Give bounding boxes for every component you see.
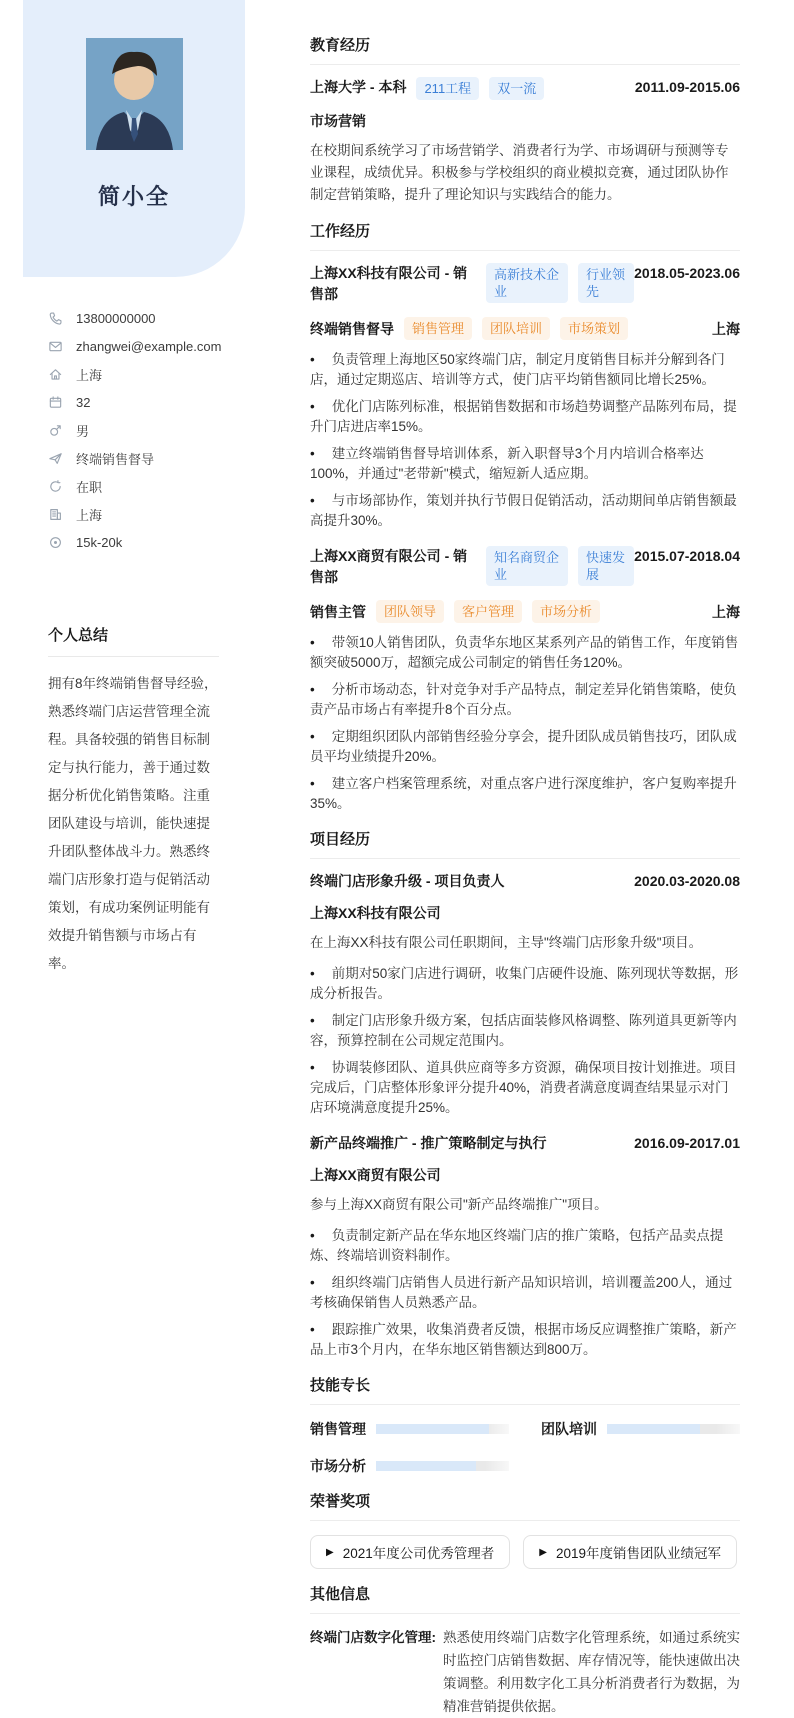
honor-chip — [310, 1535, 510, 1569]
skills-grid — [310, 1419, 740, 1476]
bullet-item: • 建立终端销售督导培训体系，新入职督导3个月内培训合格率达100%，并通过"老带新"模式，缩短新人适应期。 — [310, 444, 740, 484]
age-icon — [48, 395, 63, 410]
honor-chip — [523, 1535, 737, 1569]
school-name: 上海大学 - 本科 — [310, 79, 407, 95]
contact-value: zhangwei@example.com — [76, 338, 222, 354]
bullet-item: • 分析市场动态，针对竞争对手产品特点，制定差异化销售策略，使负责产品市场占有率提升8个百分点。 — [310, 680, 740, 720]
work-section — [310, 220, 740, 814]
skill-item — [310, 1456, 509, 1476]
section-title: 个人总结 — [48, 624, 219, 657]
section-title: 荣誉奖项 — [310, 1490, 740, 1521]
bullet-item: • 制定门店形象升级方案，包括店面装修风格调整、陈列道具更新等内容，预算控制在公司规定范围内。 — [310, 1011, 740, 1051]
role-tag: 客户管理 — [454, 600, 522, 623]
skill-bar — [376, 1461, 509, 1471]
bullet-item: • 前期对50家门店进行调研，收集门店硬件设施、陈列现状等数据，形成分析报告。 — [310, 964, 740, 1004]
contact-email — [48, 332, 245, 360]
bullet-item: • 带领10人销售团队，负责华东地区某系列产品的销售工作，年度销售额突破5000万，超额完成公司制定的销售任务120%。 — [310, 633, 740, 673]
bullet-item: • 建立客户档案管理系统，对重点客户进行深度维护，客户复购率提升35%。 — [310, 774, 740, 814]
work-bullets — [310, 633, 740, 814]
skill-item — [310, 1419, 509, 1439]
project-date: 2020.03-2020.08 — [634, 873, 740, 889]
other-info-label: 终端门店数字化管理: — [310, 1630, 436, 1645]
skills-section — [310, 1374, 740, 1476]
bullet-item: • 跟踪推广效果，收集消费者反馈，根据市场反应调整推广策略，新产品上市3个月内，在华东地区销售额达到800万。 — [310, 1320, 740, 1360]
role-tag: 团队培训 — [482, 317, 550, 340]
email-icon — [48, 339, 63, 354]
work-date: 2015.07-2018.04 — [634, 548, 740, 564]
contact-city — [48, 360, 245, 388]
role-tag: 团队领导 — [376, 600, 444, 623]
gender-icon — [48, 423, 63, 438]
profile-card — [23, 0, 245, 277]
other-info-section — [310, 1583, 740, 1718]
honors-section — [310, 1490, 740, 1569]
work-entry — [310, 263, 740, 531]
photo-placeholder-silhouette — [86, 38, 183, 150]
role-tag: 市场分析 — [532, 600, 600, 623]
project-entry-header — [310, 871, 740, 892]
role-name: 终端销售督导 — [310, 320, 394, 337]
bullet-item: • 负责制定新产品在华东地区终端门店的推广策略，包括产品卖点提炼、终端培训资料制作。 — [310, 1226, 740, 1266]
education-section — [310, 34, 740, 206]
contact-value: 终端销售督导 — [76, 451, 155, 467]
skill-name: 市场分析 — [310, 1458, 366, 1474]
salary-target-icon — [48, 535, 63, 550]
section-title: 工作经历 — [310, 220, 740, 251]
project-name: 终端门店形象升级 - 项目负责人 — [310, 873, 505, 889]
role-tag: 销售管理 — [404, 317, 472, 340]
bullet-item: • 定期组织团队内部销售经验分享会，提升团队成员销售技巧，团队成员平均业绩提升20%。 — [310, 727, 740, 767]
project-bullets — [310, 964, 740, 1118]
contact-position — [48, 444, 245, 472]
work-entry-header — [310, 546, 740, 588]
skill-bar — [607, 1424, 740, 1434]
contact-list — [48, 304, 245, 556]
project-bullets — [310, 1226, 740, 1360]
company-name: 上海XX商贸有限公司 - 销售部 — [310, 548, 468, 585]
project-intro: 在上海XX科技有限公司任职期间，主导"终端门店形象升级"项目。 — [310, 935, 703, 950]
work-location: 上海 — [712, 603, 740, 620]
skill-bar-fill — [607, 1424, 700, 1434]
project-entry — [310, 1133, 740, 1360]
contact-value: 男 — [76, 423, 90, 439]
section-title: 技能专长 — [310, 1374, 740, 1405]
contact-value: 上海 — [76, 367, 103, 383]
status-sync-icon — [48, 479, 63, 494]
contact-value: 在职 — [76, 479, 103, 495]
work-bullets — [310, 350, 740, 531]
company-name: 上海XX科技有限公司 - 销售部 — [310, 265, 468, 302]
bullet-item: • 负责管理上海地区50家终端门店，制定月度销售目标并分解到各门店，通过定期巡店、培训等方式，使门店平均销售额同比增长25%。 — [310, 350, 740, 390]
bullet-item: • 协调装修团队、道具供应商等多方资源，确保项目按计划推进。项目完成后，门店整体形象评分提升40%，消费者满意度调查结果显示对门店环境满意度提升25%。 — [310, 1058, 740, 1118]
project-entry — [310, 871, 740, 1118]
sidebar — [0, 0, 245, 978]
company-building-icon — [48, 507, 63, 522]
role-row — [310, 600, 740, 623]
honor-chips — [310, 1535, 740, 1569]
role-name: 销售主管 — [310, 603, 366, 620]
bullet-item: • 与市场部协作，策划并执行节假日促销活动，活动期间单店销售额最高提升30%。 — [310, 491, 740, 531]
contact-salary — [48, 528, 245, 556]
project-name: 新产品终端推广 - 推广策略制定与执行 — [310, 1135, 547, 1151]
position-paper-plane-icon — [48, 451, 63, 466]
projects-section — [310, 828, 740, 1360]
project-entry-header — [310, 1133, 740, 1154]
education-entry-header — [310, 77, 740, 100]
profile-photo — [86, 38, 183, 150]
section-title: 其他信息 — [310, 1583, 740, 1614]
summary-text: 拥有8年终端销售督导经验，熟悉终端门店运营管理全流程。具备较强的销售目标制定与执行能力，善于通过数据分析优化销售策略。注重团队建设与培训，能快速提升团队整体战斗力。熟悉终端门店形象打造与促销活动策划，有成功案例证明能有效提升销售额与市场占有率。 — [48, 676, 218, 971]
education-tag: 双一流 — [489, 77, 544, 100]
award-triangle-icon: ▶ — [326, 1546, 334, 1558]
skill-name: 团队培训 — [541, 1421, 597, 1437]
company-tag: 高新技术企业 — [486, 263, 568, 303]
education-description: 在校期间系统学习了市场营销学、消费者行为学、市场调研与预测等专业课程，成绩优异。积极参与学校组织的商业模拟竞赛，通过团队协作制定营销策略，提升了理论知识与实践结合的能力。 — [310, 143, 729, 202]
project-company: 上海XX商贸有限公司 — [310, 1167, 441, 1183]
project-intro: 参与上海XX商贸有限公司"新产品终端推广"项目。 — [310, 1197, 608, 1212]
education-tag: 211工程 — [416, 77, 479, 100]
project-company: 上海XX科技有限公司 — [310, 905, 441, 921]
phone-icon — [48, 311, 63, 326]
education-date: 2011.09-2015.06 — [634, 79, 740, 95]
project-date: 2016.09-2017.01 — [634, 1135, 740, 1151]
contact-value: 13800000000 — [76, 310, 156, 326]
work-entry-header — [310, 263, 740, 305]
skill-name: 销售管理 — [310, 1421, 366, 1437]
contact-value: 15k-20k — [76, 534, 123, 550]
main-content — [310, 0, 740, 1718]
section-title: 教育经历 — [310, 34, 740, 65]
candidate-name: 简小全 — [97, 184, 170, 209]
bullet-item: • 组织终端门店销售人员进行新产品知识培训，培训覆盖200人，通过考核确保销售人员熟悉产品。 — [310, 1273, 740, 1313]
company-tag: 行业领先 — [578, 263, 634, 303]
other-info-row — [310, 1626, 740, 1718]
contact-age — [48, 388, 245, 416]
company-tag: 快速发展 — [578, 546, 634, 586]
contact-value: 32 — [76, 394, 91, 410]
home-icon — [48, 367, 63, 382]
honor-label: 2019年度销售团队业绩冠军 — [555, 1546, 721, 1561]
major: 市场营销 — [310, 113, 366, 129]
skill-bar-fill — [376, 1461, 476, 1471]
contact-work-city — [48, 500, 245, 528]
contact-value: 上海 — [76, 507, 103, 523]
company-tag: 知名商贸企业 — [486, 546, 568, 586]
award-triangle-icon: ▶ — [539, 1546, 547, 1558]
work-date: 2018.05-2023.06 — [634, 265, 740, 281]
work-entry — [310, 546, 740, 814]
contact-status — [48, 472, 245, 500]
personal-summary-section — [48, 624, 219, 978]
honor-label: 2021年度公司优秀管理者 — [342, 1546, 495, 1561]
role-row — [310, 317, 740, 340]
skill-bar-fill — [376, 1424, 489, 1434]
skill-bar — [376, 1424, 509, 1434]
contact-gender — [48, 416, 245, 444]
section-title: 项目经历 — [310, 828, 740, 859]
contact-phone — [48, 304, 245, 332]
skill-item — [541, 1419, 740, 1439]
bullet-item: • 优化门店陈列标准，根据销售数据和市场趋势调整产品陈列布局，提升门店进店率15%。 — [310, 397, 740, 437]
other-info-text: 熟悉使用终端门店数字化管理系统，如通过系统实时监控门店销售数据、库存情况等，能快速做出决策调整。利用数字化工具分析消费者行为数据，为精准营销提供依据。 — [443, 1630, 740, 1714]
role-tag: 市场策划 — [560, 317, 628, 340]
work-location: 上海 — [712, 320, 740, 337]
